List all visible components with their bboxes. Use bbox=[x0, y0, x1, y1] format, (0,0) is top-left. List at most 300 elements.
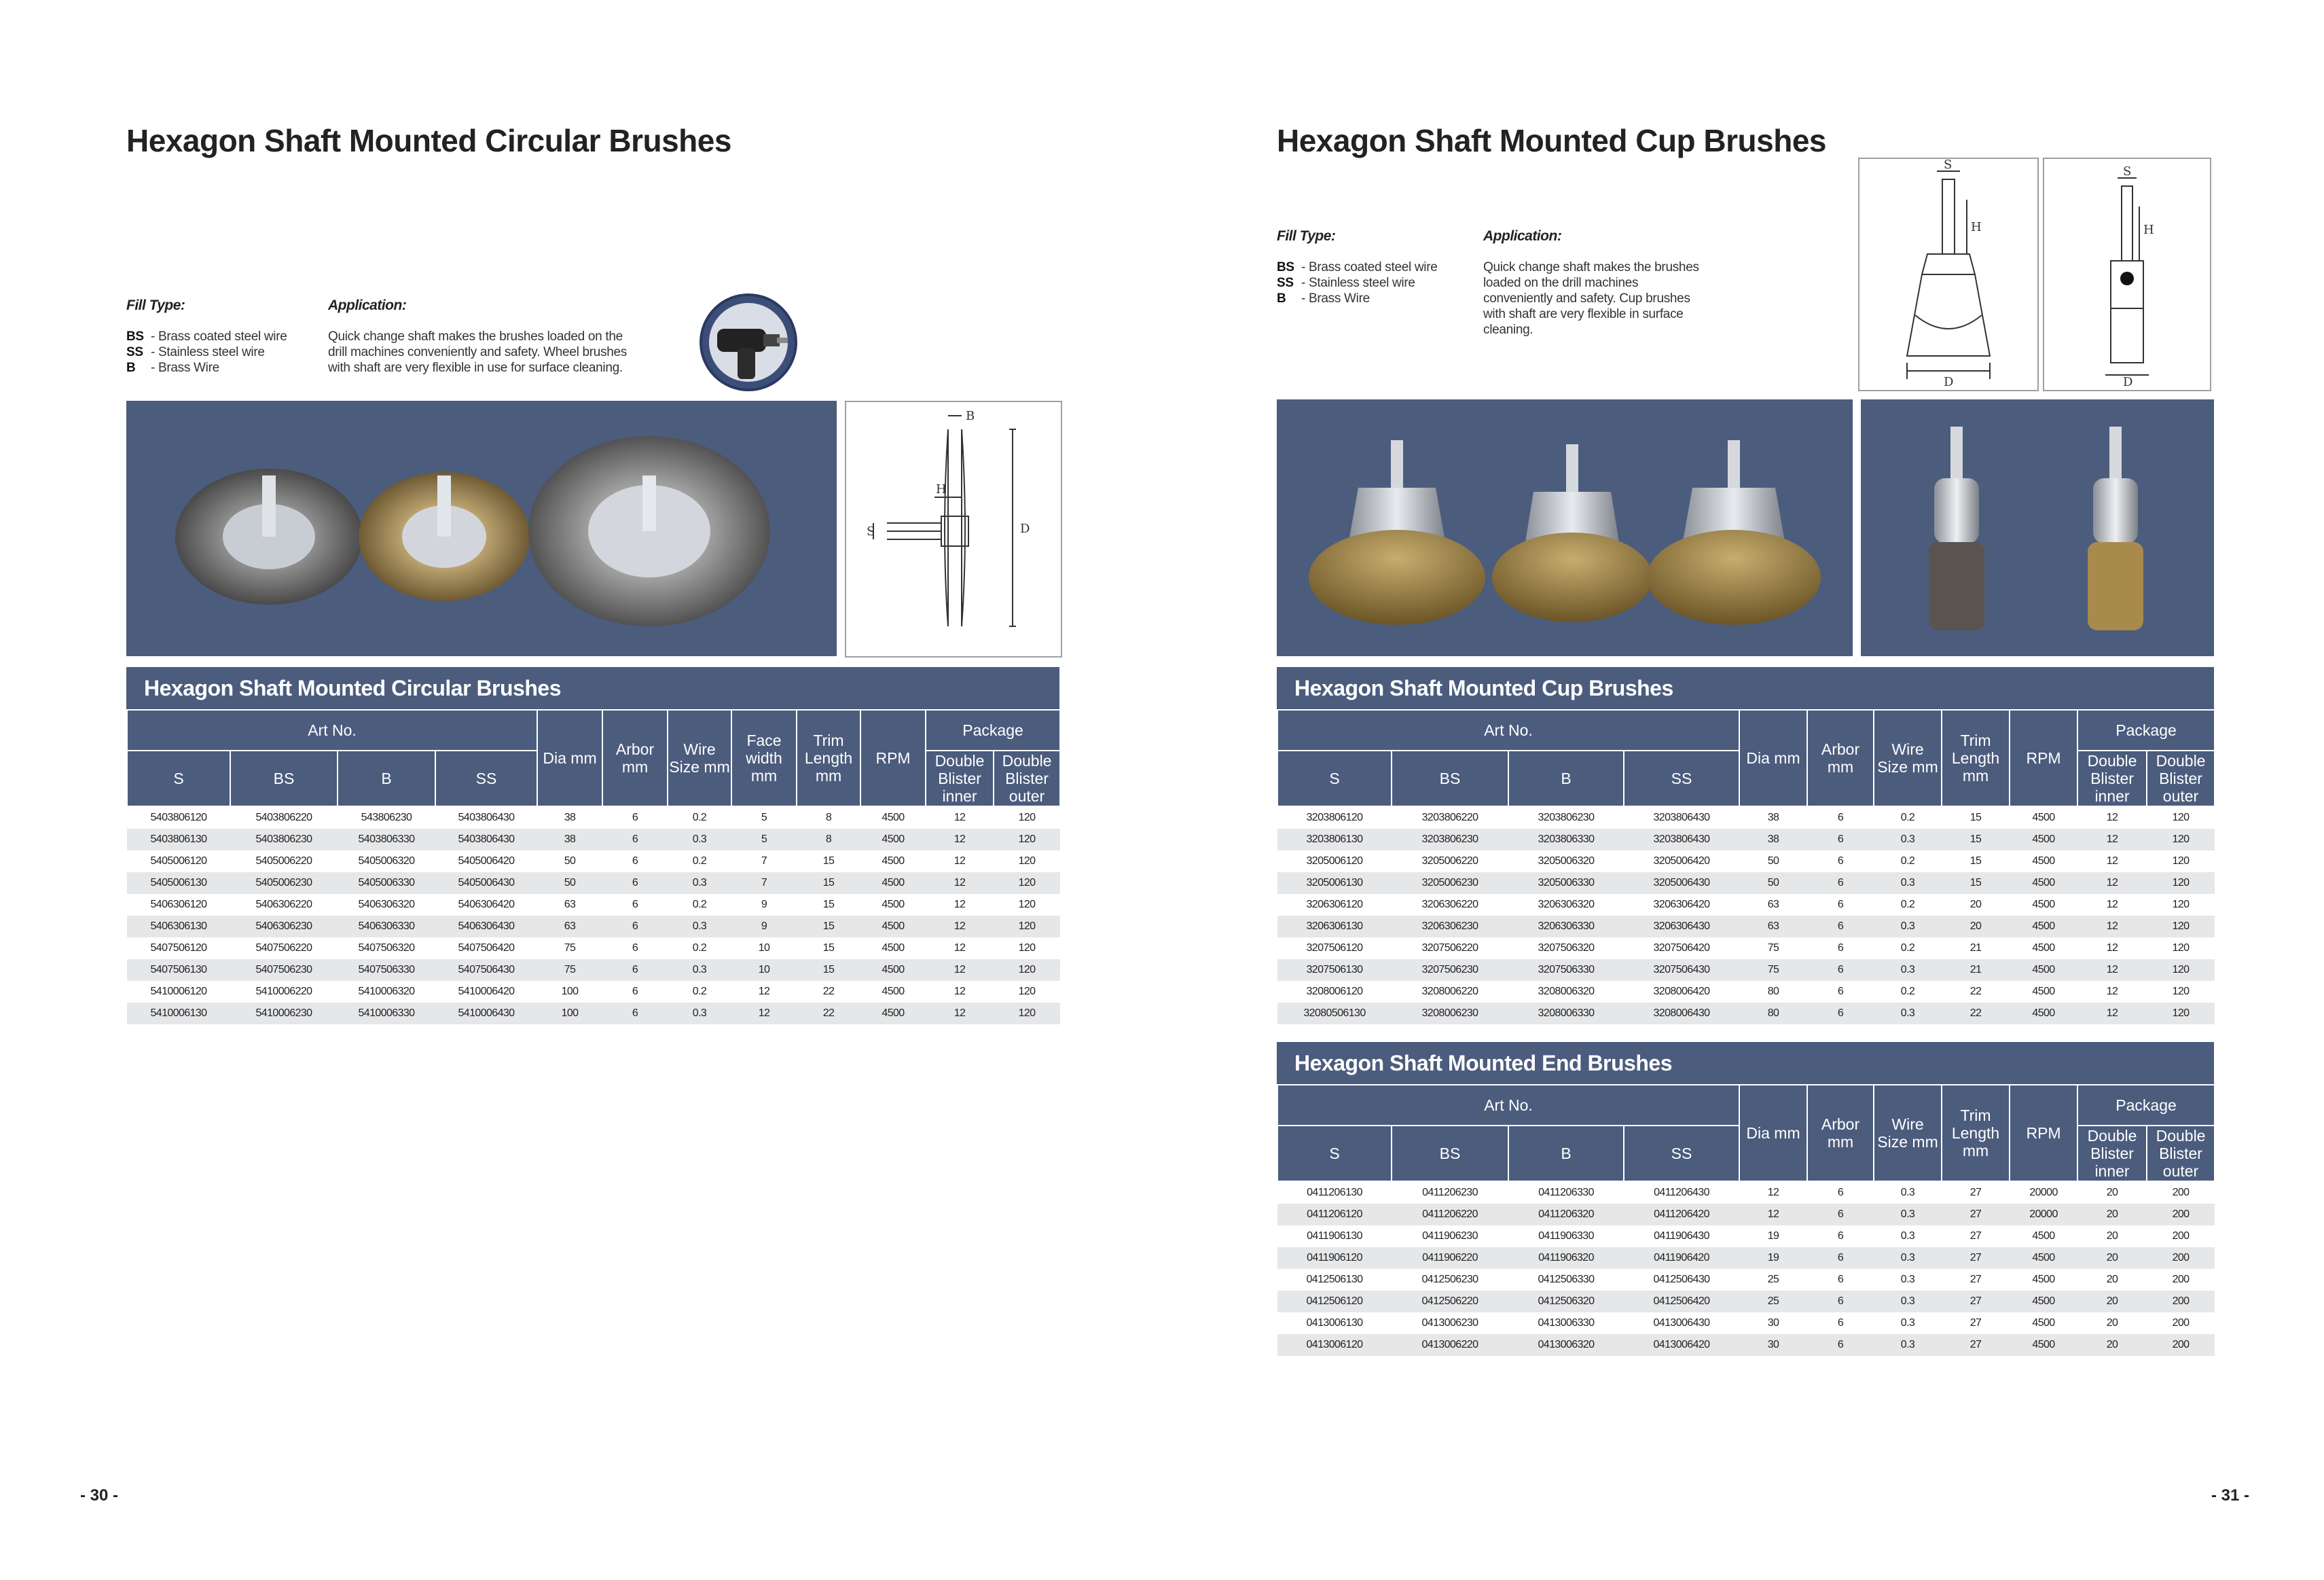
table-cell: 20 bbox=[2077, 1269, 2147, 1291]
table-cell: 5406306130 bbox=[127, 916, 230, 937]
table-cell: 4500 bbox=[860, 872, 926, 894]
table-cell: 0.3 bbox=[1874, 872, 1942, 894]
table-cell: 3208006420 bbox=[1624, 981, 1739, 1003]
table-cell: 120 bbox=[2147, 850, 2215, 872]
table-cell: 27 bbox=[1942, 1181, 2010, 1204]
table-cell: 15 bbox=[797, 937, 860, 959]
dia-header: Dia mm bbox=[537, 710, 602, 806]
table-cell: 5407506430 bbox=[435, 959, 537, 981]
table-row bbox=[1277, 1312, 2215, 1334]
table-cell: 27 bbox=[1942, 1334, 2010, 1356]
table-cell: 0.2 bbox=[1874, 981, 1942, 1003]
table-cell: 30 bbox=[1739, 1312, 1807, 1334]
table-row bbox=[1277, 1247, 2215, 1269]
table-cell: 3206306330 bbox=[1508, 916, 1624, 937]
table-cell: 3207506120 bbox=[1277, 937, 1392, 959]
table-cell: 200 bbox=[2147, 1247, 2215, 1269]
table-cell: 6 bbox=[1807, 1204, 1874, 1225]
table-cell: 10 bbox=[731, 937, 797, 959]
table-cell: 5403806430 bbox=[435, 806, 537, 829]
b-header: B bbox=[1508, 1126, 1624, 1181]
table-cell: 6 bbox=[602, 1003, 668, 1024]
table-cell: 20 bbox=[2077, 1247, 2147, 1269]
table-cell: 6 bbox=[1807, 916, 1874, 937]
circular-table-title: Hexagon Shaft Mounted Circular Brushes bbox=[126, 667, 1059, 709]
diagram-label-s: S bbox=[1944, 159, 1953, 172]
table-cell: 0.3 bbox=[1874, 1225, 1942, 1247]
table-cell: 120 bbox=[2147, 894, 2215, 916]
right-page-number: - 31 - bbox=[2211, 1486, 2250, 1505]
table-cell: 5403806130 bbox=[127, 829, 230, 850]
table-cell: 3207506130 bbox=[1277, 959, 1392, 981]
trim-length-header: Trim Length mm bbox=[1942, 1085, 2010, 1181]
table-cell: 12 bbox=[2077, 937, 2147, 959]
table-cell: 3203806130 bbox=[1277, 829, 1392, 850]
table-cell: 120 bbox=[994, 959, 1060, 981]
table-cell: 5403806330 bbox=[338, 829, 435, 850]
table-cell: 3207506430 bbox=[1624, 959, 1739, 981]
table-cell: 4500 bbox=[860, 894, 926, 916]
table-cell: 0.3 bbox=[1874, 1269, 1942, 1291]
ss-header: SS bbox=[435, 751, 537, 806]
diagram-label-s: S bbox=[867, 524, 875, 539]
table-cell: 63 bbox=[1739, 916, 1807, 937]
table-cell: 5410006330 bbox=[338, 1003, 435, 1024]
table-cell: 12 bbox=[926, 981, 994, 1003]
table-cell: 6 bbox=[1807, 1247, 1874, 1269]
table-row bbox=[1277, 806, 2215, 829]
left-fill-type-list bbox=[126, 329, 316, 376]
table-cell: 50 bbox=[1739, 850, 1807, 872]
table-row bbox=[1277, 1181, 2215, 1204]
table-cell: 12 bbox=[926, 894, 994, 916]
left-application-text: Quick change shaft makes the brushes loaded on the drill machines conveniently and safety. Wheel brushes with shaft are very flexible in use for surface cleaning. bbox=[328, 329, 627, 375]
table-cell: 75 bbox=[537, 959, 602, 981]
table-cell: 0412506120 bbox=[1277, 1291, 1392, 1312]
table-row bbox=[1277, 894, 2215, 916]
table-cell: 27 bbox=[1942, 1312, 2010, 1334]
table-cell: 20 bbox=[2077, 1204, 2147, 1225]
table-cell: 5403806120 bbox=[127, 806, 230, 829]
table-cell: 63 bbox=[1739, 894, 1807, 916]
bs-header: BS bbox=[1392, 1126, 1508, 1181]
right-fill-type-label: Fill Type: bbox=[1277, 228, 1336, 244]
table-cell: 4500 bbox=[2010, 1269, 2077, 1291]
table-cell: 27 bbox=[1942, 1204, 2010, 1225]
table-cell: 6 bbox=[602, 829, 668, 850]
table-row bbox=[1277, 1003, 2215, 1024]
table-cell: 4500 bbox=[2010, 850, 2077, 872]
face-width-header: Face width mm bbox=[731, 710, 797, 806]
table-row bbox=[127, 916, 1060, 937]
table-cell: 0413006330 bbox=[1508, 1312, 1624, 1334]
table-cell: 27 bbox=[1942, 1225, 2010, 1247]
table-row bbox=[127, 894, 1060, 916]
table-cell: 0.3 bbox=[1874, 916, 1942, 937]
table-row bbox=[127, 937, 1060, 959]
table-cell: 12 bbox=[926, 806, 994, 829]
package-inner-header: Double Blister inner bbox=[926, 751, 994, 806]
table-cell: 5407506220 bbox=[230, 937, 338, 959]
table-cell: 20 bbox=[2077, 1225, 2147, 1247]
table-cell: 0.2 bbox=[1874, 806, 1942, 829]
b-header: B bbox=[338, 751, 435, 806]
table-cell: 0.2 bbox=[1874, 894, 1942, 916]
table-cell: 12 bbox=[2077, 1003, 2147, 1024]
package-inner-header: Double Blister inner bbox=[2077, 751, 2147, 806]
table-cell: 12 bbox=[926, 850, 994, 872]
table-cell: 0411906430 bbox=[1624, 1225, 1739, 1247]
table-cell: 12 bbox=[926, 1003, 994, 1024]
table-cell: 0.2 bbox=[668, 850, 731, 872]
table-cell: 4500 bbox=[2010, 1225, 2077, 1247]
table-cell: 0412506420 bbox=[1624, 1291, 1739, 1312]
table-cell: 4500 bbox=[2010, 1291, 2077, 1312]
table-cell: 0.3 bbox=[1874, 1312, 1942, 1334]
table-cell: 120 bbox=[2147, 829, 2215, 850]
rpm-header: RPM bbox=[860, 710, 926, 806]
rpm-header: RPM bbox=[2010, 710, 2077, 806]
table-cell: 9 bbox=[731, 894, 797, 916]
right-application-label: Application: bbox=[1483, 228, 1562, 244]
fill-type-item: BS - Brass coated steel wire bbox=[1277, 260, 1438, 274]
cup-brushes-photo bbox=[1277, 399, 1853, 656]
table-cell: 120 bbox=[994, 1003, 1060, 1024]
table-cell: 543806230 bbox=[338, 806, 435, 829]
table-cell: 0.3 bbox=[1874, 959, 1942, 981]
table-cell: 4500 bbox=[860, 829, 926, 850]
table-cell: 6 bbox=[602, 981, 668, 1003]
right-fill-type-list bbox=[1277, 259, 1467, 306]
table-cell: 38 bbox=[1739, 806, 1807, 829]
table-row bbox=[1277, 1291, 2215, 1312]
table-cell: 6 bbox=[1807, 1225, 1874, 1247]
table-cell: 6 bbox=[602, 894, 668, 916]
table-cell: 50 bbox=[537, 850, 602, 872]
table-cell: 4500 bbox=[2010, 894, 2077, 916]
table-cell: 4500 bbox=[2010, 916, 2077, 937]
arbor-header: Arbor mm bbox=[1807, 710, 1874, 806]
table-row bbox=[1277, 916, 2215, 937]
table-cell: 3205006230 bbox=[1392, 872, 1508, 894]
table-row bbox=[127, 959, 1060, 981]
table-cell: 3205006320 bbox=[1508, 850, 1624, 872]
table-row bbox=[1277, 937, 2215, 959]
rpm-header: RPM bbox=[2010, 1085, 2077, 1181]
table-cell: 4500 bbox=[2010, 1247, 2077, 1269]
table-cell: 6 bbox=[1807, 1181, 1874, 1204]
table-cell: 10 bbox=[731, 959, 797, 981]
table-cell: 6 bbox=[1807, 894, 1874, 916]
diagram-label-b: B bbox=[966, 409, 975, 423]
table-cell: 120 bbox=[994, 829, 1060, 850]
end-brushes-photo bbox=[1861, 399, 2214, 656]
table-cell: 0.2 bbox=[1874, 850, 1942, 872]
table-cell: 0.3 bbox=[668, 1003, 731, 1024]
table-cell: 50 bbox=[1739, 872, 1807, 894]
table-cell: 15 bbox=[1942, 850, 2010, 872]
table-cell: 120 bbox=[2147, 916, 2215, 937]
table-cell: 5407506130 bbox=[127, 959, 230, 981]
table-cell: 6 bbox=[1807, 959, 1874, 981]
circular-brushes-photo bbox=[126, 401, 837, 656]
table-cell: 7 bbox=[731, 850, 797, 872]
table-cell: 0411206330 bbox=[1508, 1181, 1624, 1204]
table-cell: 120 bbox=[2147, 806, 2215, 829]
table-cell: 27 bbox=[1942, 1247, 2010, 1269]
table-cell: 0.3 bbox=[1874, 1334, 1942, 1356]
table-cell: 4500 bbox=[2010, 872, 2077, 894]
table-cell: 15 bbox=[1942, 872, 2010, 894]
table-cell: 15 bbox=[797, 916, 860, 937]
table-cell: 3205006330 bbox=[1508, 872, 1624, 894]
table-cell: 3205006430 bbox=[1624, 872, 1739, 894]
table-cell: 12 bbox=[1739, 1181, 1807, 1204]
table-cell: 15 bbox=[797, 959, 860, 981]
table-cell: 3206306220 bbox=[1392, 894, 1508, 916]
table-cell: 3203806430 bbox=[1624, 806, 1739, 829]
fill-type-item: B - Brass Wire bbox=[126, 361, 219, 375]
table-cell: 63 bbox=[537, 894, 602, 916]
table-cell: 5405006320 bbox=[338, 850, 435, 872]
table-cell: 5407506120 bbox=[127, 937, 230, 959]
table-cell: 4500 bbox=[2010, 1003, 2077, 1024]
table-cell: 5405006120 bbox=[127, 850, 230, 872]
table-cell: 3208006220 bbox=[1392, 981, 1508, 1003]
left-fill-type-label: Fill Type: bbox=[126, 298, 185, 313]
art-no-header: Art No. bbox=[1277, 1085, 1739, 1126]
table-cell: 5406306430 bbox=[435, 916, 537, 937]
cup-table-title: Hexagon Shaft Mounted Cup Brushes bbox=[1277, 667, 2214, 709]
table-cell: 200 bbox=[2147, 1204, 2215, 1225]
table-cell: 15 bbox=[1942, 806, 2010, 829]
fill-type-item: SS - Stainless steel wire bbox=[126, 345, 265, 359]
table-cell: 22 bbox=[797, 981, 860, 1003]
table-row bbox=[1277, 1334, 2215, 1356]
table-row bbox=[127, 872, 1060, 894]
circular-table bbox=[126, 709, 1061, 1024]
table-cell: 4500 bbox=[2010, 1312, 2077, 1334]
diagram-label-h: H bbox=[936, 482, 947, 497]
table-cell: 50 bbox=[537, 872, 602, 894]
s-header: S bbox=[1277, 751, 1392, 806]
table-cell: 0.3 bbox=[1874, 1003, 1942, 1024]
table-cell: 0.3 bbox=[1874, 1181, 1942, 1204]
table-cell: 0.3 bbox=[1874, 1204, 1942, 1225]
table-cell: 25 bbox=[1739, 1291, 1807, 1312]
table-cell: 27 bbox=[1942, 1291, 2010, 1312]
table-cell: 12 bbox=[731, 981, 797, 1003]
table-cell: 0413006230 bbox=[1392, 1312, 1508, 1334]
table-cell: 8 bbox=[797, 806, 860, 829]
table-cell: 4500 bbox=[2010, 981, 2077, 1003]
table-cell: 3206306430 bbox=[1624, 916, 1739, 937]
table-cell: 4500 bbox=[860, 959, 926, 981]
table-cell: 38 bbox=[537, 806, 602, 829]
table-cell: 120 bbox=[994, 981, 1060, 1003]
ss-header: SS bbox=[1624, 751, 1739, 806]
table-cell: 6 bbox=[602, 872, 668, 894]
table-cell: 3203806430 bbox=[1624, 829, 1739, 850]
table-cell: 120 bbox=[2147, 981, 2215, 1003]
table-cell: 12 bbox=[2077, 829, 2147, 850]
table-cell: 6 bbox=[602, 937, 668, 959]
diagram-label-h: H bbox=[2143, 223, 2154, 237]
diagram-label-d: D bbox=[2123, 375, 2133, 389]
table-cell: 21 bbox=[1942, 937, 2010, 959]
table-cell: 3207506420 bbox=[1624, 937, 1739, 959]
table-cell: 6 bbox=[1807, 1003, 1874, 1024]
table-cell: 12 bbox=[926, 829, 994, 850]
table-cell: 4500 bbox=[860, 806, 926, 829]
table-cell: 25 bbox=[1739, 1269, 1807, 1291]
table-cell: 15 bbox=[1942, 829, 2010, 850]
end-brush-diagram bbox=[2043, 158, 2211, 391]
table-cell: 120 bbox=[994, 916, 1060, 937]
table-cell: 3208006320 bbox=[1508, 981, 1624, 1003]
table-cell: 19 bbox=[1739, 1247, 1807, 1269]
arbor-header: Arbor mm bbox=[602, 710, 668, 806]
table-cell: 6 bbox=[602, 959, 668, 981]
table-cell: 12 bbox=[2077, 850, 2147, 872]
table-row bbox=[127, 1003, 1060, 1024]
table-cell: 20 bbox=[2077, 1312, 2147, 1334]
table-cell: 12 bbox=[2077, 916, 2147, 937]
table-cell: 3206306130 bbox=[1277, 916, 1392, 937]
table-cell: 120 bbox=[994, 850, 1060, 872]
table-cell: 3203806220 bbox=[1392, 806, 1508, 829]
table-cell: 12 bbox=[731, 1003, 797, 1024]
table-cell: 4500 bbox=[2010, 806, 2077, 829]
fill-type-item: SS - Stainless steel wire bbox=[1277, 276, 1415, 290]
table-cell: 75 bbox=[1739, 937, 1807, 959]
arbor-header: Arbor mm bbox=[1807, 1085, 1874, 1181]
dia-header: Dia mm bbox=[1739, 710, 1807, 806]
table-cell: 80 bbox=[1739, 1003, 1807, 1024]
table-cell: 200 bbox=[2147, 1312, 2215, 1334]
table-cell: 0413006430 bbox=[1624, 1312, 1739, 1334]
table-cell: 0.2 bbox=[668, 806, 731, 829]
table-cell: 0411906230 bbox=[1392, 1225, 1508, 1247]
table-cell: 0.3 bbox=[1874, 1291, 1942, 1312]
table-cell: 5403806230 bbox=[230, 829, 338, 850]
table-cell: 3205006220 bbox=[1392, 850, 1508, 872]
table-cell: 120 bbox=[994, 872, 1060, 894]
table-cell: 4500 bbox=[860, 981, 926, 1003]
table-cell: 38 bbox=[1739, 829, 1807, 850]
table-cell: 5405006230 bbox=[230, 872, 338, 894]
table-cell: 0.3 bbox=[668, 872, 731, 894]
table-cell: 6 bbox=[1807, 850, 1874, 872]
table-cell: 3207506230 bbox=[1392, 959, 1508, 981]
table-cell: 6 bbox=[602, 916, 668, 937]
table-cell: 80 bbox=[1739, 981, 1807, 1003]
trim-length-header: Trim Length mm bbox=[797, 710, 860, 806]
bs-header: BS bbox=[1392, 751, 1508, 806]
table-cell: 5405006430 bbox=[435, 872, 537, 894]
table-cell: 3207506320 bbox=[1508, 937, 1624, 959]
table-cell: 12 bbox=[2077, 959, 2147, 981]
left-page-number: - 30 - bbox=[80, 1486, 119, 1505]
table-cell: 0.3 bbox=[1874, 829, 1942, 850]
table-row bbox=[127, 829, 1060, 850]
fill-type-item: B - Brass Wire bbox=[1277, 291, 1370, 306]
table-cell: 3207506220 bbox=[1392, 937, 1508, 959]
package-outer-header: Double Blister outer bbox=[994, 751, 1060, 806]
table-cell: 0412506320 bbox=[1508, 1291, 1624, 1312]
table-cell: 20000 bbox=[2010, 1204, 2077, 1225]
table-cell: 6 bbox=[602, 806, 668, 829]
table-row bbox=[1277, 1269, 2215, 1291]
table-cell: 21 bbox=[1942, 959, 2010, 981]
diagram-label-s: S bbox=[2123, 164, 2132, 179]
table-cell: 5405006420 bbox=[435, 850, 537, 872]
table-cell: 0413006420 bbox=[1624, 1334, 1739, 1356]
table-cell: 27 bbox=[1942, 1269, 2010, 1291]
table-row bbox=[1277, 872, 2215, 894]
table-cell: 3206306120 bbox=[1277, 894, 1392, 916]
table-cell: 63 bbox=[537, 916, 602, 937]
table-cell: 3205006420 bbox=[1624, 850, 1739, 872]
table-cell: 3208006230 bbox=[1392, 1003, 1508, 1024]
table-cell: 5410006130 bbox=[127, 1003, 230, 1024]
table-cell: 0411906130 bbox=[1277, 1225, 1392, 1247]
wire-size-header: Wire Size mm bbox=[668, 710, 731, 806]
table-cell: 20 bbox=[1942, 894, 2010, 916]
table-cell: 4500 bbox=[2010, 959, 2077, 981]
right-page-title: Hexagon Shaft Mounted Cup Brushes bbox=[1277, 123, 1826, 158]
table-row bbox=[1277, 1225, 2215, 1247]
table-cell: 5406306420 bbox=[435, 894, 537, 916]
table-cell: 5406306320 bbox=[338, 894, 435, 916]
table-cell: 3203806230 bbox=[1392, 829, 1508, 850]
table-cell: 5410006230 bbox=[230, 1003, 338, 1024]
table-cell: 6 bbox=[1807, 872, 1874, 894]
table-cell: 6 bbox=[1807, 1334, 1874, 1356]
table-cell: 0412506430 bbox=[1624, 1269, 1739, 1291]
table-cell: 15 bbox=[797, 850, 860, 872]
package-outer-header: Double Blister outer bbox=[2147, 1126, 2215, 1181]
table-cell: 9 bbox=[731, 916, 797, 937]
table-cell: 22 bbox=[1942, 1003, 2010, 1024]
table-cell: 120 bbox=[2147, 937, 2215, 959]
table-cell: 6 bbox=[1807, 1291, 1874, 1312]
table-row bbox=[1277, 850, 2215, 872]
table-cell: 200 bbox=[2147, 1269, 2215, 1291]
fill-type-item: BS - Brass coated steel wire bbox=[126, 329, 287, 344]
table-cell: 3208006120 bbox=[1277, 981, 1392, 1003]
table-cell: 0411206220 bbox=[1392, 1204, 1508, 1225]
table-cell: 6 bbox=[1807, 806, 1874, 829]
table-cell: 12 bbox=[926, 872, 994, 894]
cup-table bbox=[1277, 709, 2215, 1024]
table-cell: 20000 bbox=[2010, 1181, 2077, 1204]
table-cell: 5410006430 bbox=[435, 1003, 537, 1024]
table-cell: 12 bbox=[2077, 981, 2147, 1003]
table-cell: 5407506420 bbox=[435, 937, 537, 959]
table-cell: 4500 bbox=[2010, 829, 2077, 850]
table-cell: 12 bbox=[1739, 1204, 1807, 1225]
table-cell: 3206306420 bbox=[1624, 894, 1739, 916]
table-cell: 19 bbox=[1739, 1225, 1807, 1247]
table-cell: 3206306320 bbox=[1508, 894, 1624, 916]
table-row bbox=[1277, 1204, 2215, 1225]
table-cell: 0412506130 bbox=[1277, 1269, 1392, 1291]
table-cell: 5406306330 bbox=[338, 916, 435, 937]
table-cell: 5407506330 bbox=[338, 959, 435, 981]
table-cell: 3203806230 bbox=[1508, 806, 1624, 829]
ss-header: SS bbox=[1624, 1126, 1739, 1181]
